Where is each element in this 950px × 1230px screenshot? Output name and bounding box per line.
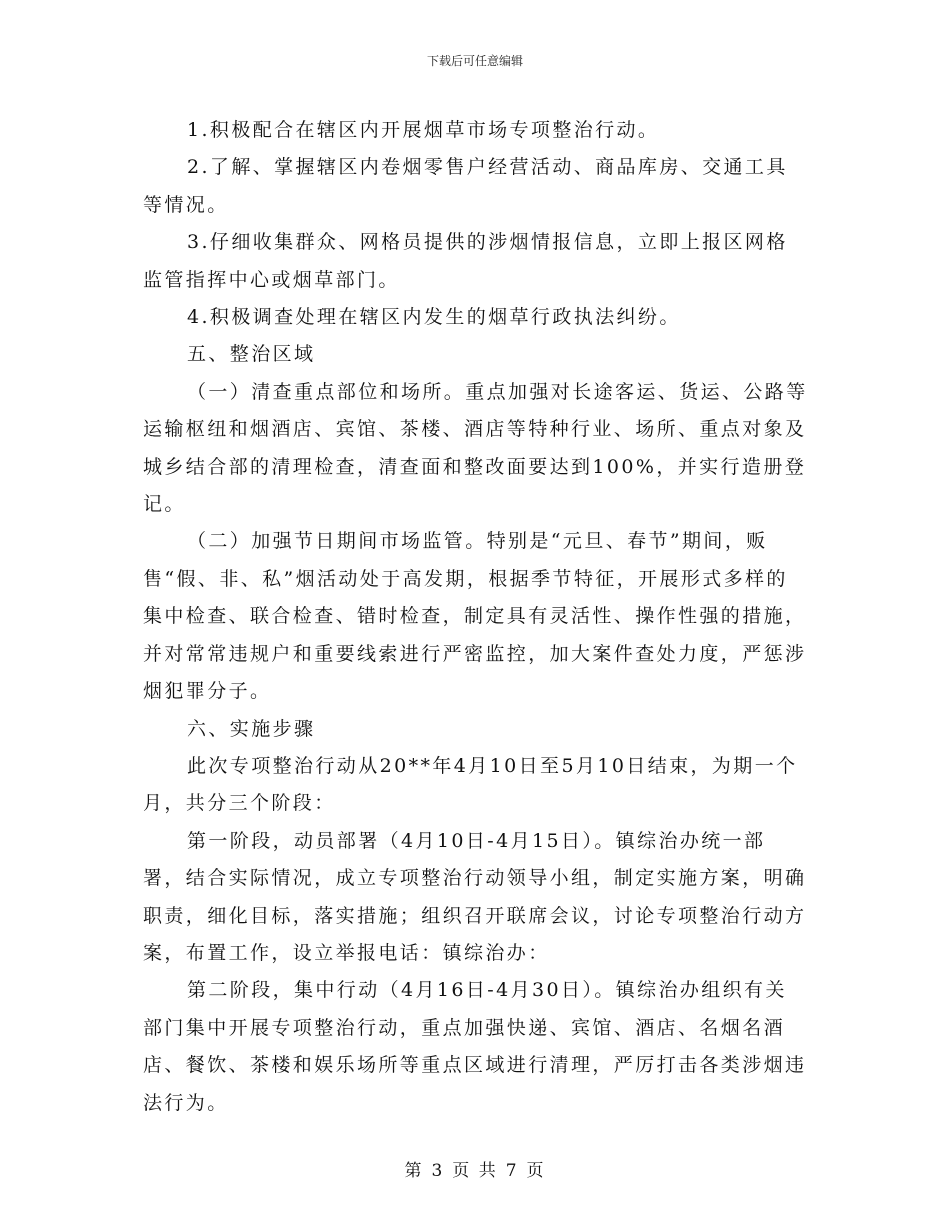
section-heading-5: 五、整治区域 [187, 343, 316, 366]
paragraph-4: 4.积极调查处理在辖区内发生的烟草行政执法纠纷。 [187, 306, 681, 329]
footer-suffix: 页 [526, 1161, 546, 1181]
paragraph-3: 3.仔细收集群众、网格员提供的涉烟情报信息，立即上报区网格监管指挥中心或烟草部门。 [143, 231, 788, 291]
page-header: 下载后可任意编辑 [426, 54, 523, 68]
paragraph-5-2: （二）加强节日期间市场监管。特别是“元旦、春节”期间，贩售“假、非、私”烟活动处于高发期，根据季节特征，开展形式多样的集中检查、联合检查、错时检查，制定具有灵活性、操作性强的措施，并对常常违规户和重要线索进行严密监控，加大案件查处力度，严惩涉烟犯罪分子。 [143, 530, 807, 703]
section-heading-6: 六、实施步骤 [187, 717, 316, 740]
footer-total-pages: 7 [505, 1161, 519, 1181]
paragraph-5-1: （一）清查重点部位和场所。重点加强对长途客运、货运、公路等运输枢纽和烟酒店、宾馆、茶楼、酒店等特种行业、场所、重点对象及城乡结合部的清理检查，清查面和整改面要达到100%，并实行造册登记。 [143, 380, 808, 516]
paragraph-2: 2.了解、掌握辖区内卷烟零售户经营活动、商品库房、交通工具等情况。 [143, 156, 788, 216]
paragraph-stage-1: 第一阶段，动员部署（4月10日-4月15日）。镇综治办统一部署，结合实际情况，成立专项整治行动领导小组，制定实施方案，明确职责，细化目标，落实措施；组织召开联席会议，讨论专项整治行动方案，布置工作，设立举报电话：镇综治办： [143, 829, 807, 964]
page-footer [0, 1156, 950, 1181]
footer-middle: 页 共 [452, 1161, 498, 1181]
document-body [143, 112, 808, 1122]
footer-prefix: 第 [404, 1161, 424, 1181]
paragraph-1: 1.积极配合在辖区内开展烟草市场专项整治行动。 [187, 119, 660, 141]
footer-page-number: 3 [431, 1161, 445, 1181]
paragraph-stage-2: 第二阶段，集中行动（4月16日-4月30日）。镇综治办组织有关部门集中开展专项整治行动，重点加强快递、宾馆、酒店、名烟名酒店、餐饮、茶楼和娱乐场所等重点区域进行清理，严厉打击各类涉烟违法行为。 [143, 979, 807, 1114]
paragraph-6-intro: 此次专项整治行动从20**年4月10日至5月10日结束，为期一个月，共分三个阶段： [143, 754, 798, 815]
